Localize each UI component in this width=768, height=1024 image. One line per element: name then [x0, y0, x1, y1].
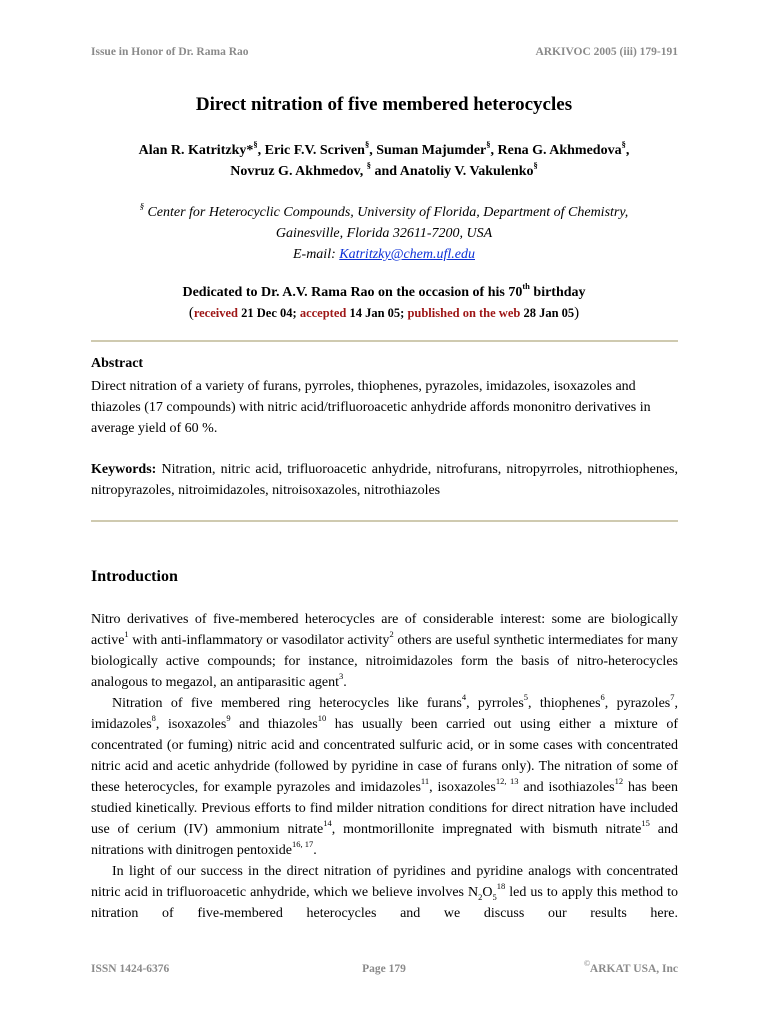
reference: 12 [614, 776, 624, 787]
received-label: received [193, 306, 239, 320]
received-date: 21 Dec 04; [238, 306, 300, 320]
reference: 1 [124, 629, 129, 640]
reference: 16, 17 [292, 839, 314, 850]
dedication-text: birthday [529, 285, 586, 300]
text: , thiophenes [528, 696, 601, 711]
text: Nitro derivatives of five-membered heterocycles are of considerable interest: some are biologically active [91, 612, 678, 648]
subscript: 5 [492, 891, 497, 902]
reference: 14 [323, 818, 332, 829]
paragraph [91, 861, 678, 924]
text: and isothiazoles [518, 780, 615, 795]
running-header-left: Issue in Honor of Dr. Rama Rao [91, 46, 249, 58]
reference: 10 [317, 713, 327, 724]
reference: 3 [339, 671, 344, 682]
text: led us to apply this method to nitration of five-membered heterocycles and we discuss our results here. [91, 885, 678, 921]
author-separator: , [625, 143, 630, 158]
keywords [91, 459, 678, 501]
reference: 11 [420, 776, 430, 787]
reference: 15 [641, 818, 650, 829]
reference: 9 [226, 713, 231, 724]
paren-close: ) [574, 305, 580, 321]
text: . [313, 843, 317, 858]
affiliation [0, 202, 768, 265]
text: , isoxazoles [429, 780, 496, 795]
subscript: 2 [478, 891, 483, 902]
text: and thiazoles [230, 717, 318, 732]
author-name: and Anatoliy V. Vakulenko [371, 164, 534, 179]
reference: 12, 13 [495, 776, 519, 787]
text: has usually been carried out using either a mixture of concentrated (or fuming) nitric acid and concentrated sulfuric acid, or in some cases with concentrated nitric acid and acetic anhydride (followed by pyridine in case of furans only). The nitration of some of these heterocycles, for example pyrazoles and imidazoles [91, 717, 678, 795]
keywords-text: Nitration, nitric acid, trifluoroacetic anhydride, nitrofurans, nitropyrroles, nitrothiophenes, nitropyrazoles, nitroimidazoles, nitroisoxazoles, nitrothiazoles [91, 462, 678, 498]
footer-page-number: Page 179 [362, 963, 406, 975]
author-list [0, 140, 768, 182]
email-label: E-mail: [292, 247, 340, 262]
reference: 4 [461, 692, 467, 703]
paragraph [91, 693, 678, 861]
abstract-heading: Abstract [91, 356, 144, 371]
published-date: 28 Jan 05 [520, 306, 575, 320]
footer-issn: ISSN 1424-6376 [91, 963, 170, 975]
text: others are useful synthetic intermediates for many biologically active compounds; for instance, nitroimidazoles form the basis of nitro-heterocycles analogous to megazol, an antiparasitic agent [91, 633, 679, 690]
affiliation-mark: § [621, 139, 626, 150]
author-name: , Suman Majumder [369, 143, 487, 158]
published-label: published on the web [407, 306, 521, 320]
author-name: , Rena G. Akhmedova [490, 143, 622, 158]
affiliation-mark: § [139, 201, 144, 212]
reference: 18 [496, 881, 506, 892]
text: , pyrazoles [604, 696, 671, 711]
reference: 8 [151, 713, 156, 724]
text: In light of our success in the direct nitration of pyridines and pyridine analogs with concentrated nitric acid in trifluoroacetic anhydride, which we believe involves N [91, 864, 678, 900]
publication-dates [0, 305, 768, 322]
text: Nitration of five membered ring heterocycles like furans [112, 696, 462, 711]
affiliation-mark: § [486, 139, 491, 150]
text: has been studied kinetically. Previous efforts to find milder nitration conditions for direct nitration have included use of cerium (IV) ammonium nitrate [91, 780, 679, 837]
paren-open: ( [188, 305, 194, 321]
dedication [0, 281, 768, 301]
publisher-name: ARKAT USA, Inc [589, 963, 678, 975]
introduction-heading: Introduction [91, 568, 178, 585]
affiliation-mark: § [533, 160, 538, 171]
affiliation-mark: § [366, 160, 371, 171]
divider-rule [91, 520, 678, 522]
affiliation-line: Gainesville, Florida 32611-7200, USA [275, 226, 493, 241]
footer-copyright [583, 959, 678, 975]
affiliation-mark: § [364, 139, 370, 150]
reference: 2 [389, 629, 394, 640]
text: and nitrations with dinitrogen pentoxide [91, 822, 679, 858]
text: , imidazoles [91, 696, 678, 732]
text: . [343, 675, 347, 690]
text: with anti-inflammatory or vasodilator activity [128, 633, 390, 648]
ordinal-suffix: th [522, 281, 530, 292]
author-name: Novruz G. Akhmedov, [230, 164, 367, 179]
author-name: Alan R. Katritzky* [138, 143, 254, 158]
running-header-right: ARKIVOC 2005 (iii) 179-191 [535, 46, 678, 58]
reference: 5 [523, 692, 529, 703]
accepted-date: 14 Jan 05; [346, 306, 408, 320]
email-link[interactable]: Katritzky@chem.ufl.edu [339, 247, 475, 262]
reference: 6 [600, 692, 605, 703]
copyright-symbol: © [583, 959, 590, 969]
paragraph [91, 609, 678, 693]
divider-rule [91, 340, 678, 342]
affiliation-mark: § [253, 139, 258, 150]
abstract-text: Direct nitration of a variety of furans, pyrroles, thiophenes, pyrazoles, imidazoles, isoxazoles and thiazoles (17 compounds) with nitric acid/trifluoroacetic anhydride affords mononitro derivatives in average yield of 60 %. [91, 379, 651, 436]
reference: 7 [670, 692, 675, 703]
text: O [482, 885, 493, 900]
dedication-text: Dedicated to Dr. A.V. Rama Rao on the occasion of his 70 [182, 285, 523, 300]
author-name: , Eric F.V. Scriven [257, 143, 365, 158]
text: , montmorillonite impregnated with bismuth nitrate [331, 822, 642, 837]
affiliation-line: Center for Heterocyclic Compounds, University of Florida, Department of Chemistry, [143, 205, 629, 220]
introduction-body [91, 609, 678, 924]
text: , pyrroles [466, 696, 524, 711]
text: , isoxazoles [155, 717, 227, 732]
accepted-label: accepted [299, 306, 347, 320]
paper-title: Direct nitration of five membered heterocycles [195, 94, 573, 115]
keywords-label: Keywords: [91, 462, 157, 477]
